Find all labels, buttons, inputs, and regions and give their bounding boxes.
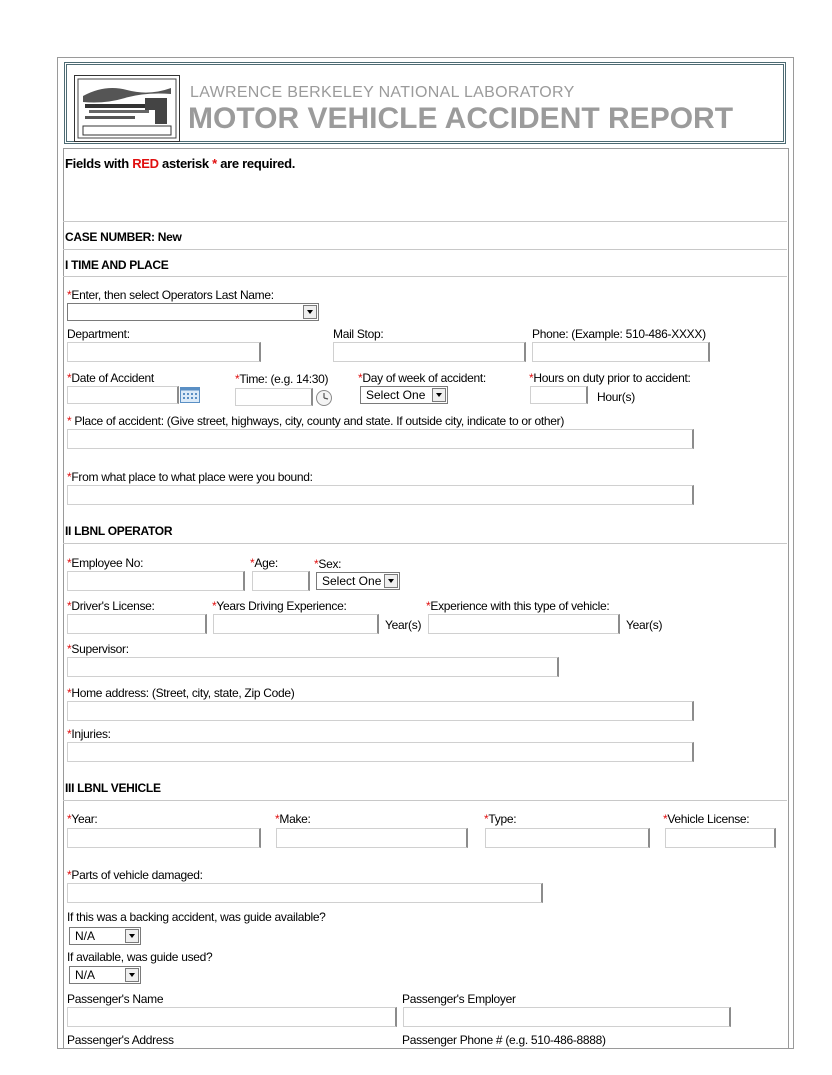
clipped-row — [60, 1030, 795, 1047]
vehicle-experience-field[interactable] — [428, 614, 620, 634]
passenger-name-field[interactable] — [67, 1007, 397, 1027]
operator-name-combobox[interactable] — [67, 303, 319, 321]
divider — [63, 249, 787, 250]
calendar-icon[interactable] — [180, 387, 200, 403]
vehicle-year-field[interactable] — [67, 828, 261, 848]
injuries-label: * Injuries: — [67, 727, 111, 741]
guide-used-select[interactable]: N/A — [69, 966, 141, 984]
sex-label: * Sex: — [314, 557, 341, 571]
report-header — [64, 62, 786, 144]
date-field[interactable] — [67, 386, 179, 404]
mail-stop-field[interactable] — [333, 342, 526, 362]
required-notice: Fields with RED asterisk * are required. — [65, 156, 296, 171]
vehicle-make-label: * Make: — [275, 812, 311, 826]
day-of-week-label: * Day of week of accident: — [358, 371, 486, 385]
phone-field[interactable] — [532, 342, 710, 362]
section-operator-title: II LBNL OPERATOR — [65, 524, 173, 538]
org-name: LAWRENCE BERKELEY NATIONAL LABORATORY — [190, 84, 575, 101]
passenger-employer-label: Passenger's Employer — [402, 992, 516, 1006]
department-label: Department: — [67, 327, 130, 341]
time-label: * Time: (e.g. 14:30) — [235, 372, 328, 386]
vehicle-year-label: * Year: — [67, 812, 97, 826]
home-address-field[interactable] — [67, 701, 694, 721]
divider — [63, 543, 787, 544]
vehicle-type-field[interactable] — [485, 828, 650, 848]
supervisor-field[interactable] — [67, 657, 559, 677]
vehicle-make-field[interactable] — [276, 828, 468, 848]
hours-on-duty-label: * Hours on duty prior to accident: — [529, 371, 691, 385]
divider — [63, 800, 787, 801]
bound-field[interactable] — [67, 485, 694, 505]
guide-used-label: If available, was guide used? — [67, 950, 213, 964]
years-driving-label: * Years Driving Experience: — [212, 599, 347, 613]
chevron-down-icon[interactable] — [432, 388, 446, 402]
report-title: MOTOR VEHICLE ACCIDENT REPORT — [188, 102, 734, 135]
passenger-employer-field[interactable] — [403, 1007, 731, 1027]
clock-icon[interactable] — [315, 389, 333, 407]
chevron-down-icon[interactable] — [303, 305, 317, 319]
home-address-label: * Home address: (Street, city, state, Zip Code) — [67, 686, 294, 700]
employee-no-field[interactable] — [67, 571, 245, 591]
case-number: CASE NUMBER: New — [65, 230, 182, 244]
divider — [63, 221, 787, 222]
guide-available-label: If this was a backing accident, was guide available? — [67, 910, 326, 924]
department-field[interactable] — [67, 342, 261, 362]
operator-name-label: * Enter, then select Operators Last Name: — [67, 288, 274, 302]
vehicle-experience-label: * Experience with this type of vehicle: — [426, 599, 609, 613]
supervisor-label: * Supervisor: — [67, 642, 129, 656]
age-label: * Age: — [250, 556, 278, 570]
age-field[interactable] — [252, 571, 310, 591]
passenger-address-label: Passenger's Address — [67, 1033, 174, 1047]
injuries-field[interactable] — [67, 742, 694, 762]
hours-on-duty-field[interactable] — [530, 386, 588, 404]
passenger-phone-label: Passenger Phone # (e.g. 510-486-8888) — [402, 1033, 606, 1047]
vehicle-license-field[interactable] — [665, 828, 776, 848]
phone-label: Phone: (Example: 510-486-XXXX) — [532, 327, 706, 341]
place-label: * Place of accident: (Give street, highways, city, county and state. If outside city, indicate to or other) — [67, 414, 564, 428]
parts-damaged-field[interactable] — [67, 883, 543, 903]
passenger-name-label: Passenger's Name — [67, 992, 164, 1006]
guide-available-select[interactable]: N/A — [69, 927, 141, 945]
bound-label: * From what place to what place were you bound: — [67, 470, 313, 484]
divider — [63, 276, 787, 277]
vehicle-license-label: * Vehicle License: — [663, 812, 749, 826]
sex-select[interactable]: Select One — [316, 572, 400, 590]
years-driving-unit: Year(s) — [385, 618, 422, 632]
section-vehicle-title: III LBNL VEHICLE — [65, 781, 161, 795]
day-of-week-select[interactable]: Select One — [360, 386, 448, 404]
hours-unit: Hour(s) — [597, 390, 635, 404]
chevron-down-icon[interactable] — [125, 929, 139, 943]
years-driving-field[interactable] — [213, 614, 379, 634]
vehicle-experience-unit: Year(s) — [626, 618, 663, 632]
date-label: * Date of Accident — [67, 371, 154, 385]
parts-damaged-label: * Parts of vehicle damaged: — [67, 868, 203, 882]
lbnl-logo — [74, 75, 180, 142]
chevron-down-icon[interactable] — [384, 574, 398, 588]
drivers-license-field[interactable] — [67, 614, 207, 634]
vehicle-type-label: * Type: — [484, 812, 516, 826]
drivers-license-label: * Driver's License: — [67, 599, 155, 613]
chevron-down-icon[interactable] — [125, 968, 139, 982]
time-field[interactable] — [235, 388, 313, 406]
logo-graphic — [75, 76, 179, 141]
section-time-place-title: I TIME AND PLACE — [65, 258, 169, 272]
place-field[interactable] — [67, 429, 694, 449]
mail-stop-label: Mail Stop: — [333, 327, 384, 341]
employee-no-label: * Employee No: — [67, 556, 143, 570]
